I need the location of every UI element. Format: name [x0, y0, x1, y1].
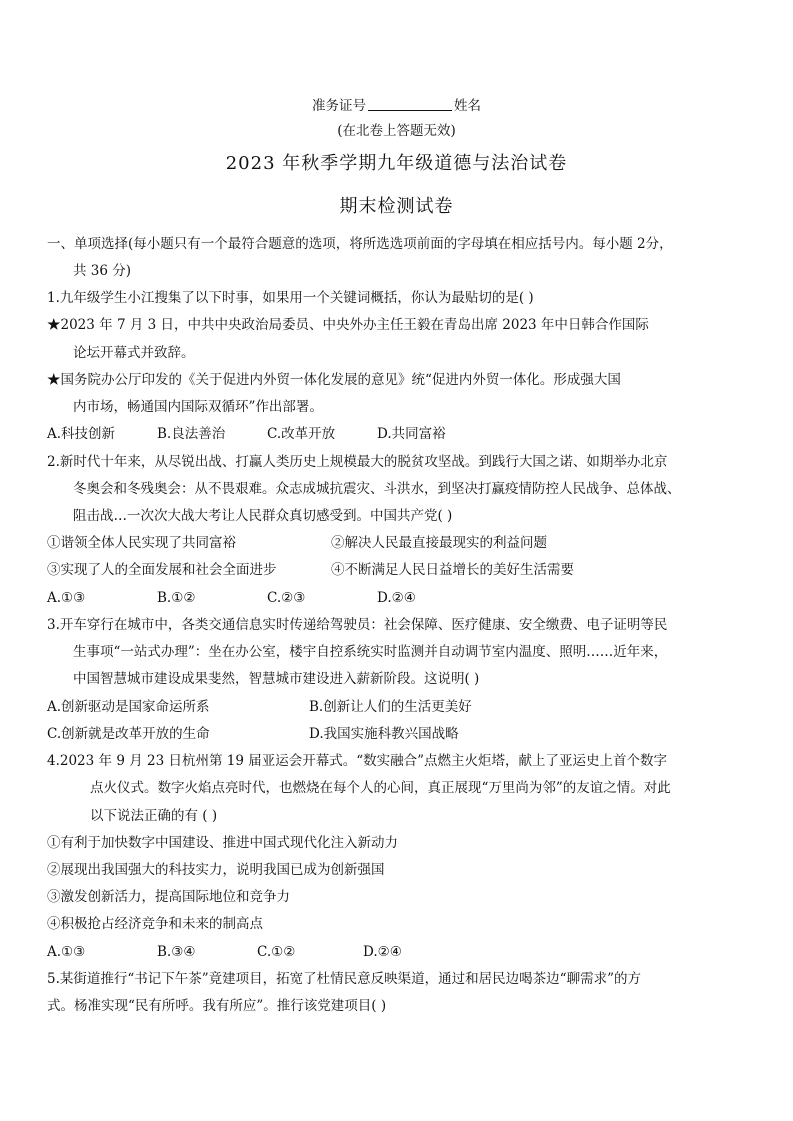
q4-options: [47, 942, 402, 962]
q3-option-c[interactable]: C.创新就是改革开放的生命: [47, 726, 210, 742]
q2-statement-1: ①谐领全体人民实现了共同富裕: [47, 535, 236, 551]
q2-options: [47, 588, 416, 608]
section-heading-line2: 共 36 分): [73, 263, 132, 279]
q1-option-c[interactable]: C.改革开放: [267, 426, 336, 442]
q4-option-d[interactable]: D.②④: [363, 944, 402, 960]
q3-options-row2: [47, 724, 459, 744]
q2-option-a[interactable]: A.①③: [47, 590, 86, 606]
q3-option-d[interactable]: D.我国实施科教兴国战略: [309, 726, 459, 742]
q4-statement-4: ④积极抢占经济竞争和未来的制高点: [47, 916, 263, 932]
section-heading-line1: 一、单项选择(每小题只有一个最符合题意的选项，将所选选项前面的字母填在相应括号内。每小题 2分，: [47, 236, 673, 252]
q4-option-a[interactable]: A.①③: [47, 944, 86, 960]
q2-line3: 阻击战…一次次大战大考让人民群众真切感受到。中国共产党( ): [73, 508, 453, 524]
exam-id-label: 准务证号: [312, 98, 366, 114]
q3-line3: 中国智慧城市建设成果斐然，智慧城市建设进入薪新阶段。这说明( ): [73, 671, 480, 687]
q1-stem: 1.九年级学生小江搜集了以下时事，如果用一个关键词概括，你认为最贴切的是( ): [47, 290, 534, 306]
q2-option-b[interactable]: B.①②: [157, 590, 196, 606]
q1-option-a[interactable]: A.科技创新: [47, 426, 116, 442]
q2-option-d[interactable]: D.②④: [377, 590, 416, 606]
q2-option-c[interactable]: C.②③: [267, 590, 306, 606]
name-label: 姓名: [454, 98, 481, 114]
q4-option-c[interactable]: C.①②: [257, 944, 296, 960]
q2-line1: 2.新时代十年来，从尽锐出战、打赢人类历史上规模最大的脱贫攻坚战。到践行大国之诺、如期举办北京: [47, 454, 668, 470]
q4-option-b[interactable]: B.③④: [157, 944, 196, 960]
q1-options: [47, 424, 446, 444]
q3-line2: 生事项“一站式办理”：坐在办公室，楼宇自控系统实时监测并自动调节室内温度、照明……近年来，: [73, 644, 668, 660]
q1-item2-line2: 内市场，畅通国内国际双循环”作出部署。: [73, 399, 323, 415]
exam-id-name-row: [0, 96, 793, 116]
q1-item1-line2: 论坛开幕式并致辞。: [73, 345, 195, 361]
q1-item2-line1: ★国务院办公厅印发的《关于促进内外贸一体化发展的意见》统“促进内外贸一体化。形成强大国: [47, 372, 621, 388]
answer-note: (在北卷上答题无效): [337, 123, 456, 139]
q2-statement-2: ②解决人民最直接最现实的利益问题: [331, 535, 547, 551]
q2-statements-row2: [47, 560, 574, 580]
q2-statement-4: ④不断满足人民日益增长的美好生活需要: [331, 562, 574, 578]
q1-option-b[interactable]: B.良法善治: [157, 426, 226, 442]
q2-line2: 冬奥会和冬残奥会：从不畏艰难。众志成城抗震灾、斗洪水，到坚决打赢疫情防控人民战争、总体战、: [73, 481, 681, 497]
q4-statement-3: ③激发创新活力，提高国际地位和竞争力: [47, 889, 290, 905]
q3-option-a[interactable]: A.创新驱动是国家命运所系: [47, 699, 210, 715]
q4-line2: 点火仪式。数字火焰点亮时代，也燃烧在每个人的心间，真正展现“万里尚为邻”的友谊之情。对此: [90, 780, 671, 796]
q4-statement-2: ②展现出我国强大的科技实力，说明我国已成为创新强国: [47, 862, 385, 878]
exam-title: 2023 年秋季学期九年级道德与法治试卷: [225, 153, 568, 174]
q4-line1: 4.2023 年 9 月 23 日杭州第 19 届亚运会开幕式。“数实融合”点燃主火炬塔，献上了亚运史上首个数字: [47, 753, 668, 769]
q3-line1: 3.开车穿行在城市中，各类交通信息实时传递给驾驶员：社会保障、医疗健康、安全缴费、电子证明等民: [47, 617, 668, 633]
q2-statements-row1: [47, 533, 547, 553]
q4-statement-1: ①有利于加快数字中国建设、推进中国式现代化注入新动力: [47, 835, 398, 851]
q2-statement-3: ③实现了人的全面发展和社会全面进步: [47, 562, 277, 578]
q5-line1: 5.某街道推行“书记下午茶”竟建项目，拓宽了杜情民意反映渠道，通过和居民边喝茶边“聊需求”的方: [47, 971, 641, 987]
q3-option-b[interactable]: B.创新让人们的生活更美好: [309, 699, 472, 715]
q3-options-row1: [47, 697, 472, 717]
exam-id-blank[interactable]: [368, 96, 452, 111]
q1-item1-line1: ★2023 年 7 月 3 日，中共中央政治局委员、中央外办主任王毅在青岛出席 2023 年中日韩合作国际: [47, 317, 649, 333]
q4-line3: 以下说法正确的有 ( ): [90, 808, 218, 824]
exam-subtitle: 期末检测试卷: [339, 196, 454, 217]
q5-line2: 式。杨准实现“民有所呼。我有所应”。推行该党建项目( ): [47, 998, 387, 1014]
q1-option-d[interactable]: D.共同富裕: [377, 426, 446, 442]
